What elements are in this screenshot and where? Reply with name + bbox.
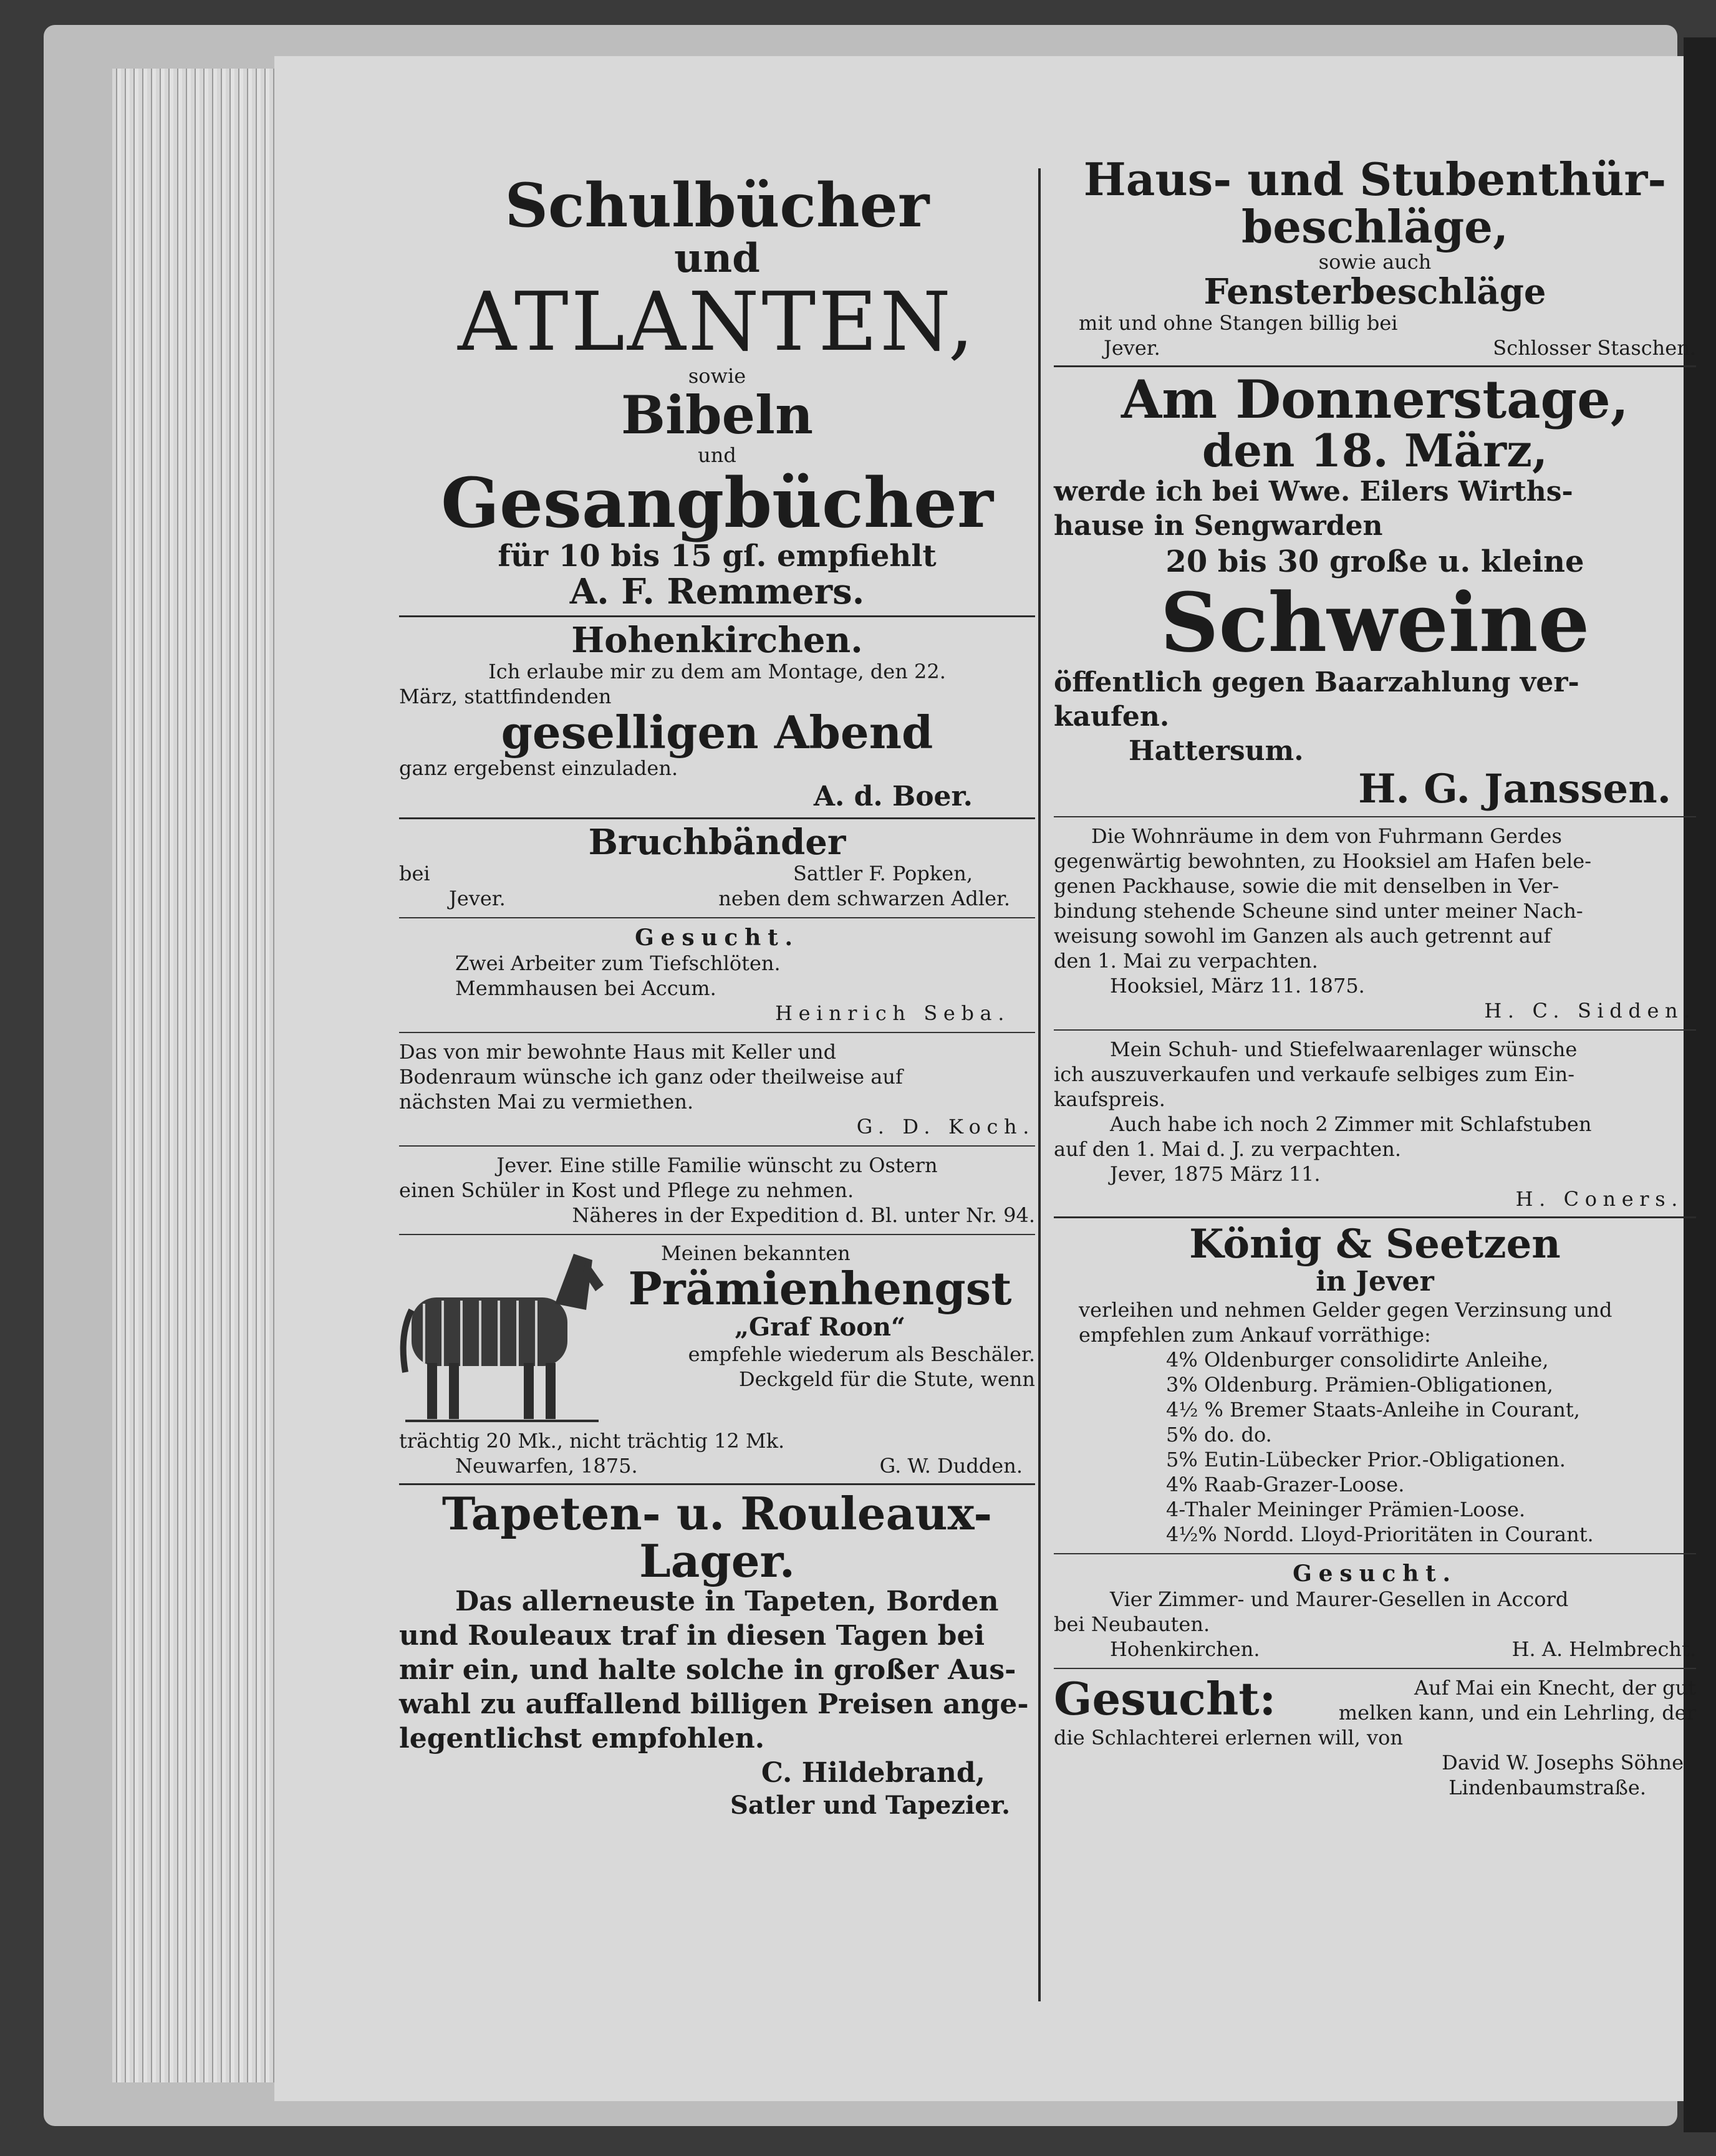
ad-signature: David W. Josephs Söhne [1442, 1750, 1684, 1774]
list-item: 4% Raab-Grazer-Loose. [1166, 1472, 1405, 1496]
page-stack-edges [112, 69, 293, 2082]
ad-heading: Gesucht. [635, 925, 799, 951]
ad-schulbuecher [399, 170, 1035, 613]
ad-signature: H. G. Janssen. [1358, 766, 1671, 813]
list-item: 3% Oldenburg. Prämien-Obligationen, [1166, 1372, 1553, 1397]
ad-heading: Haus- und Stubenthür- [1083, 153, 1667, 206]
ad-text: Das allerneuste in Tapeten, Borden [455, 1586, 999, 1618]
ad-text: Auch habe ich noch 2 Zimmer mit Schlafstuben [1110, 1112, 1592, 1137]
ad-text: Meinen bekannten [661, 1241, 851, 1266]
ad-signature: Lindenbaumstraße. [1448, 1775, 1646, 1799]
ad-heading: Tapeten- u. Rouleaux- [441, 1487, 993, 1541]
ad-heading: Am Donnerstage, [1121, 368, 1629, 430]
divider [399, 615, 1035, 617]
ad-schuhlager [1054, 1037, 1696, 1211]
ad-signature: A. F. Remmers. [569, 571, 865, 613]
ad-signature: Satler und Tapezier. [730, 1791, 1010, 1821]
ad-gesucht-gesellen [1054, 1561, 1696, 1662]
ad-text: legentlichst empfohlen. [399, 1723, 765, 1755]
ad-gesucht-knecht [1054, 1672, 1696, 1800]
ad-heading: Schweine [1160, 574, 1590, 670]
ad-signature: H. C. Sidden. [1484, 999, 1696, 1023]
ad-signature: Heinrich Seba. [775, 1001, 1010, 1026]
ad-text: kaufspreis. [1054, 1087, 1165, 1112]
ad-text: Jever. Eine stille Familie wünscht zu Ostern [496, 1153, 938, 1178]
horse-illustration-icon [399, 1241, 605, 1428]
divider [399, 917, 1035, 918]
divider [1054, 1668, 1696, 1669]
ad-text: 20 bis 30 große u. kleine [1165, 544, 1584, 579]
ad-text: werde ich bei Wwe. Eilers Wirths- [1054, 475, 1573, 508]
column-divider [1038, 168, 1041, 2001]
ad-text: hause in Sengwarden [1054, 509, 1383, 542]
ad-text: Mein Schuh- und Stiefelwaarenlager wünsche [1110, 1037, 1578, 1062]
ad-signature: Schlosser Staschen. [1493, 335, 1696, 360]
list-item: 4½% Nordd. Lloyd-Prioritäten in Courant. [1166, 1522, 1594, 1546]
ad-text: und [698, 443, 736, 467]
ad-text: Auf Mai ein Knecht, der gut [1414, 1675, 1696, 1700]
ad-heading: ATLANTEN, [458, 274, 976, 369]
ad-text: und [674, 234, 760, 282]
ad-text: Näheres in der Expedition d. Bl. unter Nr. 94. [572, 1203, 1035, 1228]
ad-text: Das von mir bewohnte Haus mit Keller und [399, 1040, 837, 1064]
ad-text: ganz ergebenst einzuladen. [399, 756, 678, 781]
divider [399, 817, 1035, 819]
ad-heading: Prämienhengst [628, 1262, 1012, 1316]
ad-haus-vermiethen [399, 1039, 1035, 1139]
ad-text: Hohenkirchen. [1110, 1637, 1260, 1661]
ad-signature: A. d. Boer. [813, 781, 973, 813]
ad-text: kaufen. [1054, 701, 1170, 733]
divider [399, 1234, 1035, 1235]
ad-text: bindung stehende Scheune sind unter meiner Nach- [1054, 899, 1583, 923]
ad-heading: Bibeln [620, 384, 814, 446]
list-item: 4% Oldenburger consolidirte Anleihe, [1166, 1347, 1549, 1372]
ad-bruchbaender [399, 824, 1035, 911]
ad-text: empfehlen zum Ankauf vorräthige: [1079, 1322, 1431, 1347]
ad-signature: H. Coners. [1515, 1187, 1684, 1211]
ad-text: März, stattfindenden [399, 684, 612, 708]
ad-text: Bodenraum wünsche ich ganz oder theilweise auf [399, 1065, 903, 1089]
ad-text: die Schlachterei erlernen will, von [1054, 1725, 1403, 1749]
ad-koenig-seetzen [1054, 1223, 1696, 1546]
ad-text: Hattersum. [1129, 735, 1304, 768]
ad-signature: G. D. Koch. [856, 1115, 1035, 1139]
ad-text: weisung sowohl im Ganzen als auch getrennt auf [1054, 924, 1551, 948]
ad-text: Jever, 1875 März 11. [1110, 1162, 1321, 1186]
ad-heading: König & Seetzen [1189, 1221, 1561, 1268]
ad-text: ich auszuverkaufen und verkaufe selbiges zum Ein- [1054, 1062, 1575, 1087]
ad-text: Memmhausen bei Accum. [455, 976, 716, 1001]
ad-signature: G. W. Dudden. [879, 1454, 1023, 1478]
ad-heading: in Jever [1316, 1265, 1434, 1297]
ad-heading: Hohenkirchen. [571, 619, 863, 661]
divider [399, 1032, 1035, 1033]
ad-text: melken kann, und ein Lehrling, der [1338, 1700, 1696, 1725]
ad-heading: „Graf Roon“ [735, 1312, 905, 1342]
ad-beschlaege [1054, 153, 1696, 360]
ad-text: trächtig 20 Mk., nicht trächtig 12 Mk. [399, 1429, 785, 1453]
ad-text: gegenwärtig bewohnten, zu Hooksiel am Hafen bele- [1054, 849, 1592, 873]
ad-text: sowie [688, 364, 746, 388]
divider [399, 1483, 1035, 1485]
ad-text: Ich erlaube mir zu dem am Montage, den 22. [488, 659, 946, 683]
divider [1054, 365, 1696, 367]
ad-praemienhengst [399, 1241, 1035, 1478]
ad-text: mit und ohne Stangen billig bei [1079, 310, 1398, 335]
ad-text: nächsten Mai zu vermiethen. [399, 1090, 694, 1114]
divider [1054, 1029, 1696, 1031]
ad-text: für 10 bis 15 gſ. empfiehlt [498, 539, 937, 574]
ad-text: genen Packhause, sowie die mit denselben in Ver- [1054, 874, 1559, 898]
ad-heading: den 18. März, [1202, 424, 1548, 478]
ad-text: den 1. Mai zu verpachten. [1054, 949, 1318, 973]
ad-text: auf den 1. Mai d. J. zu verpachten. [1054, 1137, 1401, 1162]
ad-heading: Gesucht. [1293, 1560, 1457, 1587]
ad-text: verleihen und nehmen Gelder gegen Verzinsung und [1079, 1297, 1612, 1322]
divider [1054, 1216, 1696, 1218]
ad-text: wahl zu auffallend billigen Preisen ange- [399, 1688, 1029, 1721]
ad-text: und Rouleaux traf in diesen Tagen bei [399, 1620, 985, 1652]
ad-gesucht-arbeiter [399, 925, 1035, 1026]
list-item: 5% do. do. [1166, 1422, 1272, 1446]
ad-heading: Fensterbeschläge [1203, 271, 1546, 313]
ad-text: einen Schüler in Kost und Pflege zu nehmen. [399, 1178, 854, 1203]
ad-tapeten [399, 1487, 1035, 1821]
ad-text: Sattler F. Popken, [793, 862, 973, 886]
list-item: 5% Eutin-Lübecker Prior.-Obligationen. [1166, 1447, 1566, 1471]
ad-text: Zwei Arbeiter zum Tiefschlöten. [455, 951, 781, 976]
ad-text: neben dem schwarzen Adler. [718, 887, 1010, 911]
ad-heading: Gesangbücher [441, 462, 993, 543]
ad-heading: Bruchbänder [588, 822, 846, 864]
ad-text: Vier Zimmer- und Maurer-Gesellen in Accord [1110, 1587, 1569, 1611]
ad-text: mir ein, und halte solche in großer Aus- [399, 1654, 1016, 1687]
ad-heading: Gesucht: [1054, 1672, 1276, 1725]
ad-hohenkirchen [399, 619, 1035, 813]
ad-heading: Lager. [639, 1534, 795, 1587]
divider [399, 1145, 1035, 1147]
right-column [1054, 94, 1696, 1800]
ad-text: bei Neubauten. [1054, 1612, 1210, 1636]
ad-heading: beschläge, [1241, 200, 1509, 253]
ad-heading: Schulbücher [504, 170, 930, 241]
divider [1054, 816, 1696, 817]
ad-donnerstage [1054, 368, 1696, 813]
ad-wohnraeume [1054, 824, 1696, 1023]
ad-signature: C. Hildebrand, [761, 1757, 985, 1789]
ad-text: sowie auch [1318, 250, 1432, 274]
ad-text: Die Wohnräume in dem von Fuhrmann Gerdes [1091, 824, 1562, 849]
ad-signature: H. A. Helmbrecht. [1511, 1637, 1696, 1661]
divider [1054, 1553, 1696, 1554]
list-item: 4-Thaler Meininger Prämien-Loose. [1166, 1497, 1526, 1521]
ad-text: Jever. [449, 887, 506, 911]
ad-stille-familie [399, 1153, 1035, 1228]
ad-text: bei [399, 862, 430, 886]
ad-text: öffentlich gegen Baarzahlung ver- [1054, 667, 1579, 699]
ad-text: Hooksiel, März 11. 1875. [1110, 974, 1365, 998]
ad-text: Neuwarfen, 1875. [455, 1454, 638, 1478]
ad-text: empfehle wiederum als Beschäler. [688, 1342, 1035, 1366]
ad-text: Deckgeld für die Stute, wenn [738, 1367, 1035, 1391]
left-column [399, 94, 1035, 1821]
list-item: 4½ % Bremer Staats-Anleihe in Courant, [1166, 1397, 1580, 1422]
ad-heading: geselligen Abend [501, 705, 933, 759]
ad-text: Jever. [1104, 335, 1160, 360]
